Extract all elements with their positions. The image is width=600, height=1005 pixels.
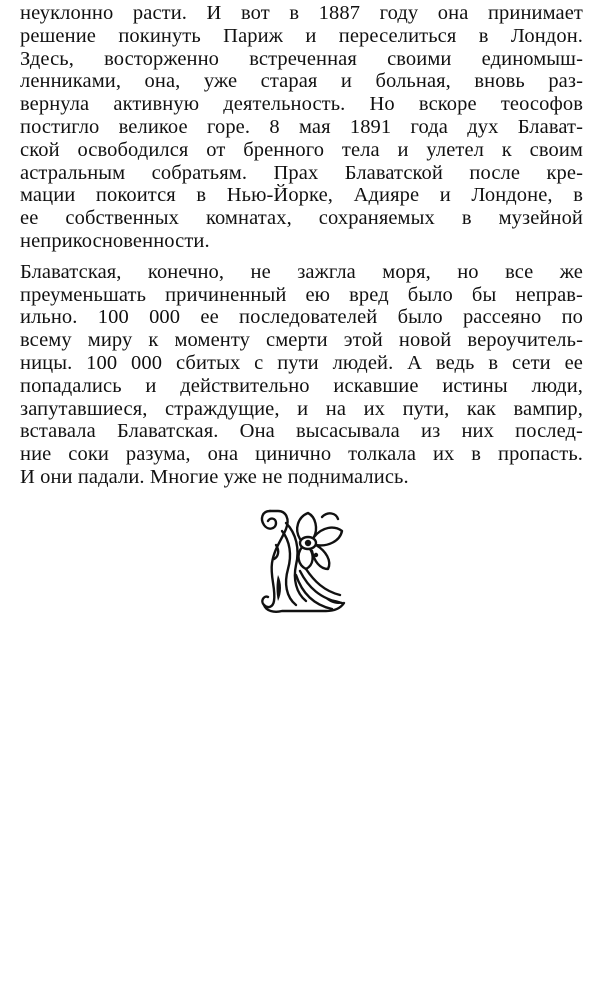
text-line: вставала Блаватская. Она высасывала из них послед- (20, 420, 583, 443)
text-line: ильно. 100 000 ее последователей было рассеяно по (20, 306, 583, 329)
page-text (20, 2, 583, 489)
text-line: ницы. 100 000 сбитых с пути людей. А ведь в сети ее (20, 351, 583, 374)
text-line: мации покоится в Нью-Йорке, Адияре и Лондоне, в (20, 184, 583, 207)
paragraph-1 (20, 2, 583, 253)
text-line: ленниками, она, уже старая и больная, вновь раз- (20, 70, 583, 93)
text-line: неприкосновенности. (20, 229, 210, 252)
text-line: ской освободился от бренного тела и улетел к своим (20, 138, 583, 161)
text-line: вернула активную деятельность. Но вскоре теософов (20, 93, 583, 116)
text-line: Блаватская, конечно, не зажгла моря, но все же (20, 260, 583, 283)
text-line: попадались и действительно искавшие истины люди, (20, 374, 583, 397)
text-line: постигло великое горе. 8 мая 1891 года дух Блават- (20, 115, 583, 138)
text-line: запутавшиеся, страждущие, и на их пути, как вампир, (20, 397, 583, 420)
text-line: неуклонно расти. И вот в 1887 году она принимает (20, 2, 583, 24)
text-line: астральным собратьям. Прах Блаватской после кре- (20, 161, 583, 184)
text-line: решение покинуть Париж и переселиться в Лондон. (20, 24, 583, 47)
text-line: И они падали. Многие уже не поднимались. (20, 465, 409, 488)
text-line: всему миру к моменту смерти этой новой вероучитель- (20, 329, 583, 352)
text-line: ее собственных комнатах, сохраняемых в музейной (20, 207, 583, 230)
text-line: Здесь, восторженно встреченная своими единомыш- (20, 47, 583, 70)
text-line: преуменьшать причиненный ею вред было бы неправ- (20, 283, 583, 306)
text-line: ние соки разума, она цинично толкала их в пропасть. (20, 443, 583, 466)
art-nouveau-floral-vignette-icon (256, 505, 348, 615)
paragraph-2 (20, 261, 583, 489)
